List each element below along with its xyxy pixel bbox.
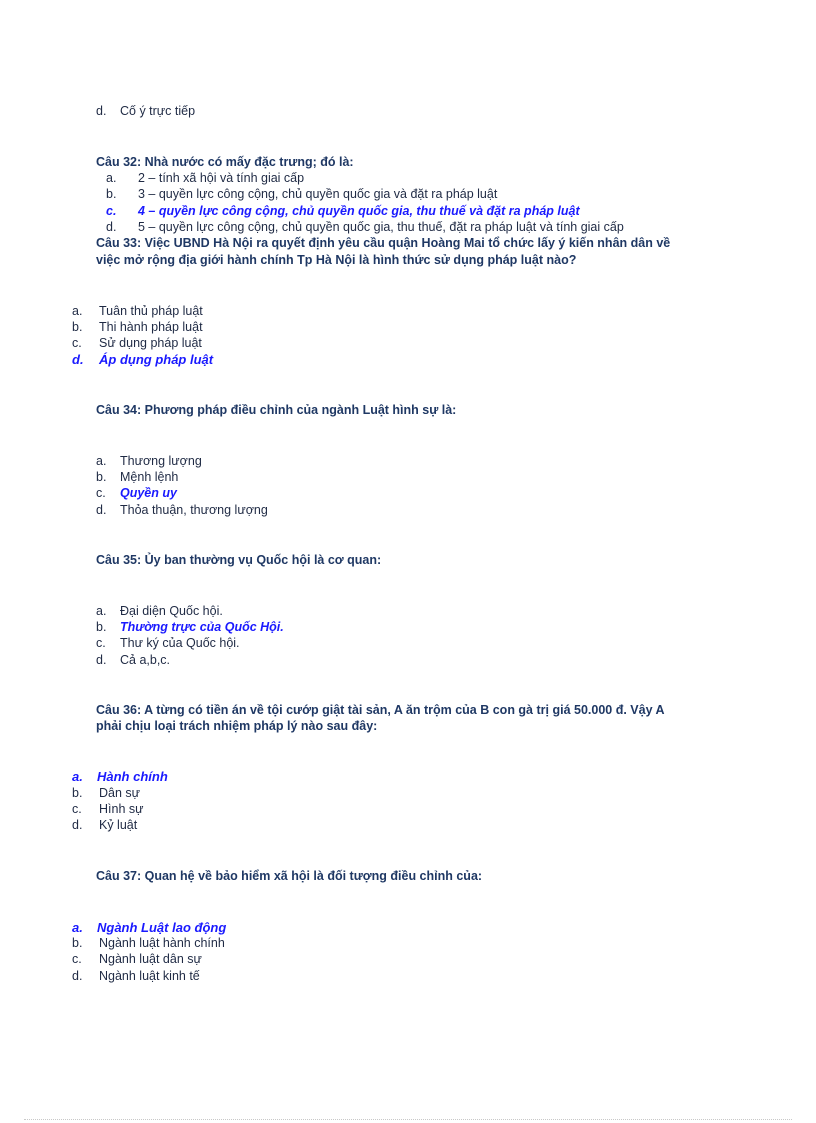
option-label: b.	[106, 187, 117, 201]
option-label: d.	[72, 818, 83, 832]
q37-option-d	[72, 969, 200, 984]
option-label: d.	[72, 352, 84, 367]
option-text: Quyền uy	[120, 486, 177, 500]
q37-option-c	[72, 952, 202, 967]
q35-option-d	[96, 653, 170, 668]
option-label: c.	[96, 486, 106, 500]
option-label: b.	[96, 620, 107, 634]
question-36-line2: phải chịu loại trách nhiệm pháp lý nào sau đây:	[96, 719, 378, 733]
option-label: c.	[72, 802, 82, 816]
q33-option-d-correct	[72, 352, 213, 367]
option-text: 3 – quyền lực công cộng, chủ quyền quốc gia và đặt ra pháp luật	[138, 187, 498, 201]
option-label: a.	[106, 171, 117, 185]
option-text: 2 – tính xã hội và tính giai cấp	[138, 171, 305, 185]
option-text: Ngành luật hành chính	[99, 936, 225, 950]
option-text: Tuân thủ pháp luật	[99, 304, 203, 318]
q36-option-a-correct	[72, 769, 168, 784]
option-label: a.	[96, 454, 107, 468]
option-text: Ngành luật kinh tế	[99, 969, 200, 983]
option-text: Thường trực của Quốc Hội.	[120, 620, 284, 634]
q34-option-d	[96, 503, 268, 518]
q35-option-c	[96, 636, 240, 651]
q33-option-c	[72, 336, 202, 351]
option-text: Ngành luật dân sự	[99, 952, 202, 966]
option-text: 5 – quyền lực công cộng, chủ quyền quốc gia, thu thuế, đặt ra pháp luật và tính giai cấp	[138, 220, 624, 234]
q34-option-c-correct	[96, 486, 177, 501]
question-37: Câu 37: Quan hệ về bảo hiểm xã hội là đối tượng điều chỉnh của:	[96, 869, 483, 883]
q32-option-b	[106, 187, 497, 202]
option-label: d.	[96, 503, 107, 517]
option-text: Thi hành pháp luật	[99, 320, 203, 334]
q33-option-a	[72, 304, 203, 319]
option-text: Cố ý trực tiếp	[120, 104, 196, 118]
option-label: b.	[72, 786, 83, 800]
option-text: Thư ký của Quốc hội.	[120, 636, 240, 650]
option-label: b.	[96, 470, 107, 484]
option-label: c.	[72, 952, 82, 966]
option-text: Thương lượng	[120, 454, 202, 468]
option-label: a.	[96, 604, 107, 618]
question-33-line2: việc mở rộng địa giới hành chính Tp Hà Nội là hình thức sử dụng pháp luật nào?	[96, 253, 577, 267]
option-text: Hình sự	[99, 802, 144, 816]
option-text: Hành chính	[97, 769, 168, 784]
option-label: c.	[106, 204, 117, 218]
option-text: Đại diện Quốc hội.	[120, 604, 223, 618]
question-34: Câu 34: Phương pháp điều chỉnh của ngành Luật hình sự là:	[96, 403, 457, 417]
option-label: a.	[72, 769, 83, 784]
q36-option-d	[72, 818, 137, 833]
option-label: c.	[72, 336, 82, 350]
option-text: Thỏa thuận, thương lượng	[120, 503, 268, 517]
option-label: d.	[106, 220, 117, 234]
question-32: Câu 32: Nhà nước có mấy đặc trưng; đó là:	[96, 155, 354, 169]
option-text: Sử dụng pháp luật	[99, 336, 202, 350]
q32-option-a	[106, 171, 304, 186]
option-text: Mệnh lệnh	[120, 470, 179, 484]
q32-option-c-correct	[106, 204, 580, 219]
question-36-line1: Câu 36: A từng có tiền án về tội cướp giật tài sản, A ăn trộm của B con gà trị giá 50.000 đ. Vậy A	[96, 703, 665, 717]
option-label: c.	[96, 636, 106, 650]
option-label: b.	[72, 320, 83, 334]
option-text: 4 – quyền lực công cộng, chủ quyền quốc gia, thu thuế và đặt ra pháp luật	[138, 204, 580, 218]
q35-option-a	[96, 604, 223, 619]
option-label: d.	[96, 104, 107, 118]
prev-option-d	[96, 104, 195, 119]
option-label: a.	[72, 304, 83, 318]
q32-option-d	[106, 220, 624, 235]
q37-option-b	[72, 936, 225, 951]
question-35: Câu 35: Ủy ban thường vụ Quốc hội là cơ quan:	[96, 553, 382, 567]
option-label: d.	[72, 969, 83, 983]
option-label: a.	[72, 920, 83, 935]
q34-option-b	[96, 470, 178, 485]
option-text: Dân sự	[99, 786, 141, 800]
q34-option-a	[96, 454, 202, 469]
page-bottom-divider	[24, 1119, 792, 1120]
option-label: b.	[72, 936, 83, 950]
option-text: Kỷ luật	[99, 818, 138, 832]
option-text: Ngành Luật lao động	[97, 920, 227, 935]
q36-option-c	[72, 802, 144, 817]
q37-option-a-correct	[72, 920, 226, 935]
option-label: d.	[96, 653, 107, 667]
option-text: Áp dụng pháp luật	[99, 352, 214, 367]
option-text: Cả a,b,c.	[120, 653, 171, 667]
q33-option-b	[72, 320, 203, 335]
question-33-line1: Câu 33: Việc UBND Hà Nội ra quyết định yêu cầu quận Hoàng Mai tổ chức lấy ý kiến nhân dân về	[96, 236, 671, 250]
q36-option-b	[72, 786, 140, 801]
q35-option-b-correct	[96, 620, 284, 635]
